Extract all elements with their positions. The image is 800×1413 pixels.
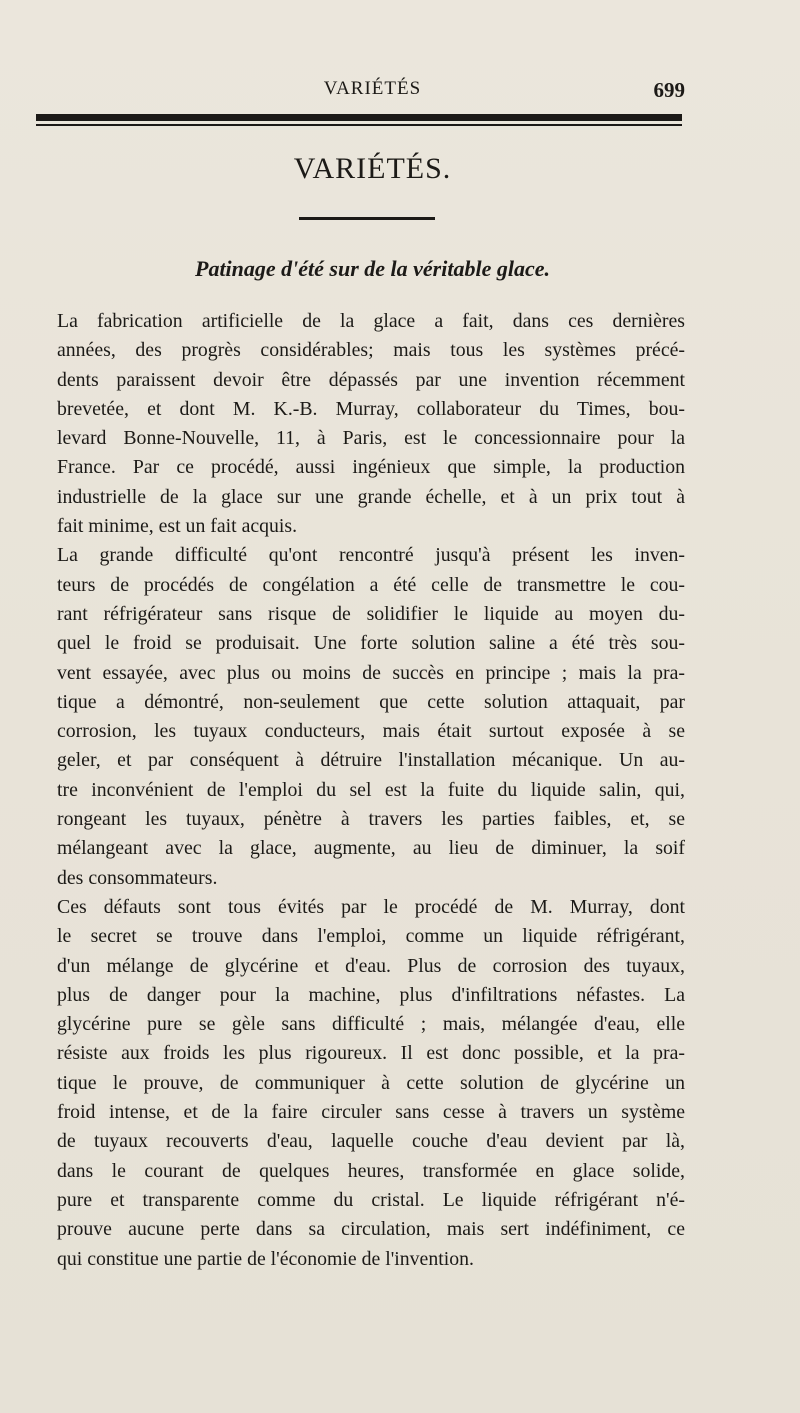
- text-line: La grande difficulté qu'ont rencontré jusqu'à présent les inven-: [57, 544, 685, 567]
- text-line: France. Par ce procédé, aussi ingénieux que simple, la production: [57, 456, 685, 479]
- text-line: glycérine pure se gèle sans difficulté ; mais, mélangée d'eau, elle: [57, 1013, 685, 1036]
- text-line: tique le prouve, de communiquer à cette solution de glycérine un: [57, 1071, 685, 1094]
- header-thick-rule: [36, 114, 682, 121]
- text-line: industrielle de la glace sur une grande échelle, et à un prix tout à: [57, 485, 685, 508]
- paragraph: [57, 307, 685, 541]
- text-line: le secret se trouve dans l'emploi, comme un liquide réfrigérant,: [57, 925, 685, 948]
- text-line: froid intense, et de la faire circuler sans cesse à travers un système: [57, 1101, 685, 1124]
- text-line: d'un mélange de glycérine et d'eau. Plus de corrosion des tuyaux,: [57, 954, 685, 977]
- paragraph: [57, 893, 685, 1274]
- paragraph: [57, 541, 685, 893]
- text-line: teurs de procédés de congélation a été celle de transmettre le cou-: [57, 573, 685, 596]
- text-line: brevetée, et dont M. K.-B. Murray, collaborateur du Times, bou-: [57, 397, 685, 420]
- article-title: Patinage d'été sur de la véritable glace.: [195, 256, 550, 281]
- text-line: tique a démontré, non-seulement que cette solution attaquait, par: [57, 690, 685, 713]
- text-line: corrosion, les tuyaux conducteurs, mais était surtout exposée à se: [57, 720, 685, 743]
- text-line: de tuyaux recouverts d'eau, laquelle couche d'eau devient par là,: [57, 1130, 685, 1153]
- text-line: résiste aux froids les plus rigoureux. Il est donc possible, et la pra-: [57, 1042, 685, 1065]
- text-line: vent essayée, avec plus ou moins de succès en principe ; mais la pra-: [57, 661, 685, 684]
- text-line: années, des progrès considérables; mais tous les systèmes précé-: [57, 339, 685, 362]
- header-thin-rule: [36, 124, 682, 126]
- text-line: rongeant les tuyaux, pénètre à travers les parties faibles, et, se: [57, 808, 685, 831]
- text-line: pure et transparente comme du cristal. Le liquide réfrigérant n'é-: [57, 1188, 685, 1211]
- text-line: rant réfrigérateur sans risque de solidifier le liquide au moyen du-: [57, 602, 685, 625]
- article-body: [57, 307, 685, 1274]
- text-line: dents paraissent devoir être dépassés par une invention récemment: [57, 368, 685, 391]
- text-line: plus de danger pour la machine, plus d'infiltrations néfastes. La: [57, 983, 685, 1006]
- section-divider-rule: [299, 217, 435, 220]
- text-line: La fabrication artificielle de la glace a fait, dans ces dernières: [57, 310, 685, 332]
- text-line: qui constitue une partie de l'économie de l'invention.: [57, 1247, 474, 1270]
- text-line: des consommateurs.: [57, 866, 218, 889]
- running-head-title: VARIÉTÉS: [323, 78, 422, 99]
- text-line: fait minime, est un fait acquis.: [57, 515, 298, 538]
- text-line: dans le courant de quelques heures, transformée en glace solide,: [57, 1159, 685, 1182]
- text-line: prouve aucune perte dans sa circulation, mais sert indéfiniment, ce: [57, 1218, 685, 1241]
- text-line: levard Bonne-Nouvelle, 11, à Paris, est le concessionnaire pour la: [57, 427, 685, 450]
- text-line: Ces défauts sont tous évités par le procédé de M. Murray, dont: [57, 895, 685, 918]
- text-line: quel le froid se produisait. Une forte solution saline a été très sou-: [57, 632, 685, 655]
- running-head: [60, 78, 685, 108]
- text-line: geler, et par conséquent à détruire l'installation mécanique. Un au-: [57, 749, 685, 772]
- section-title: VARIÉTÉS.: [293, 152, 452, 185]
- text-line: mélangeant avec la glace, augmente, au lieu de diminuer, la soif: [57, 837, 685, 860]
- text-line: tre inconvénient de l'emploi du sel est la fuite du liquide salin, qui,: [57, 778, 685, 801]
- page-number: 699: [653, 78, 685, 102]
